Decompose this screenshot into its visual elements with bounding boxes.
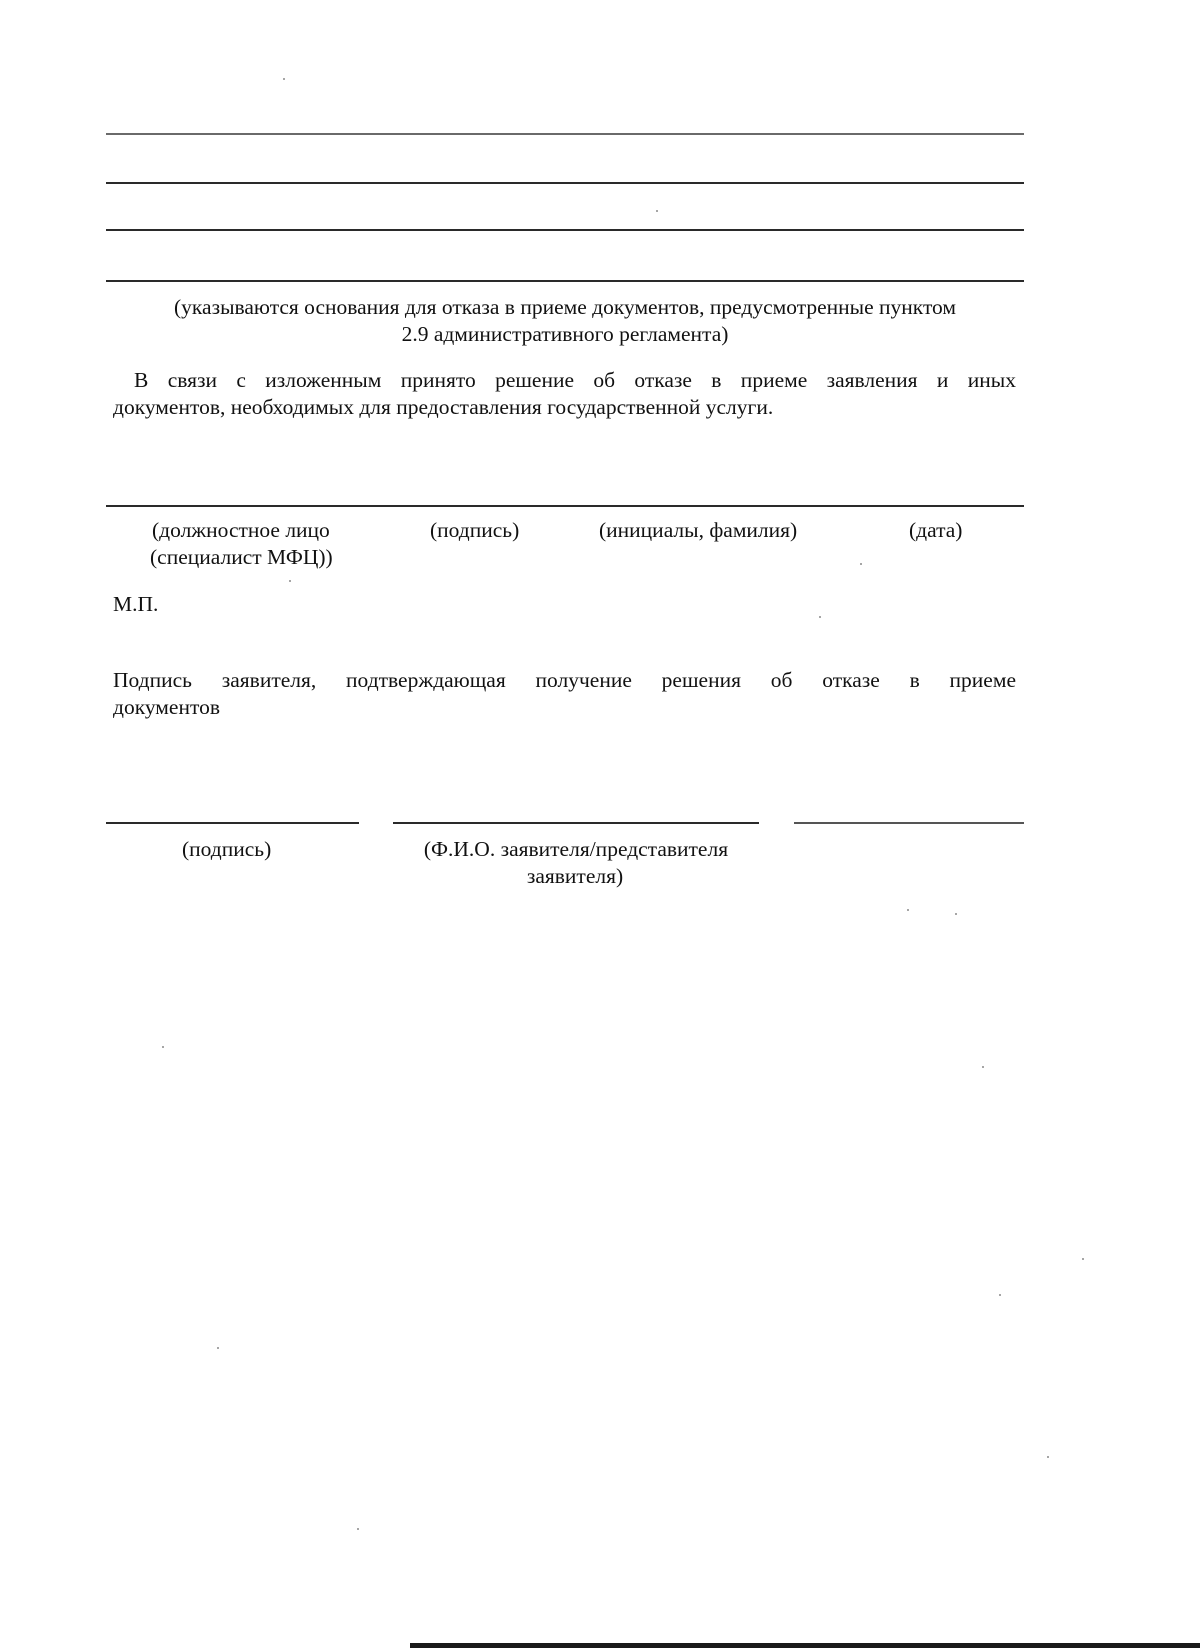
applicant-text-line-1: Подпись заявителя, подтверждающая получение решения об отказе в приеме [113,668,1016,692]
scan-speck [217,1347,219,1349]
scan-speck [357,1528,359,1530]
blank-line-2 [106,182,1024,184]
scan-speck [656,210,658,212]
applicant-name-caption-line-2: заявителя) [526,864,624,888]
blank-line-4 [106,280,1024,282]
seal-label: М.П. [113,592,159,616]
scan-speck [162,1046,164,1048]
scan-speck [999,1294,1001,1296]
grounds-caption-line-2: 2.9 административного регламента) [401,322,729,346]
scan-speck [1047,1456,1049,1458]
scan-speck [907,909,909,911]
scan-speck [1082,1258,1084,1260]
scan-edge [410,1643,1200,1648]
scan-speck [283,78,285,80]
scan-speck [982,1066,984,1068]
applicant-name-line [393,822,759,824]
scan-speck [955,913,957,915]
applicant-text-line-2: документов [113,695,220,719]
decision-text-line-1: В связи с изложенным принято решение об отказе в приеме заявления и иных [134,368,1016,392]
scan-speck [819,616,821,618]
applicant-signature-caption: (подпись) [182,837,272,861]
blank-line-3 [106,229,1024,231]
blank-line-1 [106,133,1024,135]
initials-caption: (инициалы, фамилия) [599,518,798,542]
decision-text-line-2: документов, необходимых для предоставления государственной услуги. [113,395,774,419]
applicant-name-caption-line-1: (Ф.И.О. заявителя/представителя [423,837,729,861]
date-caption: (дата) [909,518,963,542]
scan-speck [289,580,291,582]
applicant-signature-line [106,822,359,824]
scan-speck [860,563,862,565]
official-signature-line [106,505,1024,507]
signature-caption: (подпись) [430,518,520,542]
official-caption-line-2: (специалист МФЦ)) [150,545,333,569]
official-caption-line-1: (должностное лицо [152,518,330,542]
applicant-date-line [794,822,1024,824]
grounds-caption-line-1: (указываются основания для отказа в приеме документов, предусмотренные пунктом [174,295,956,319]
